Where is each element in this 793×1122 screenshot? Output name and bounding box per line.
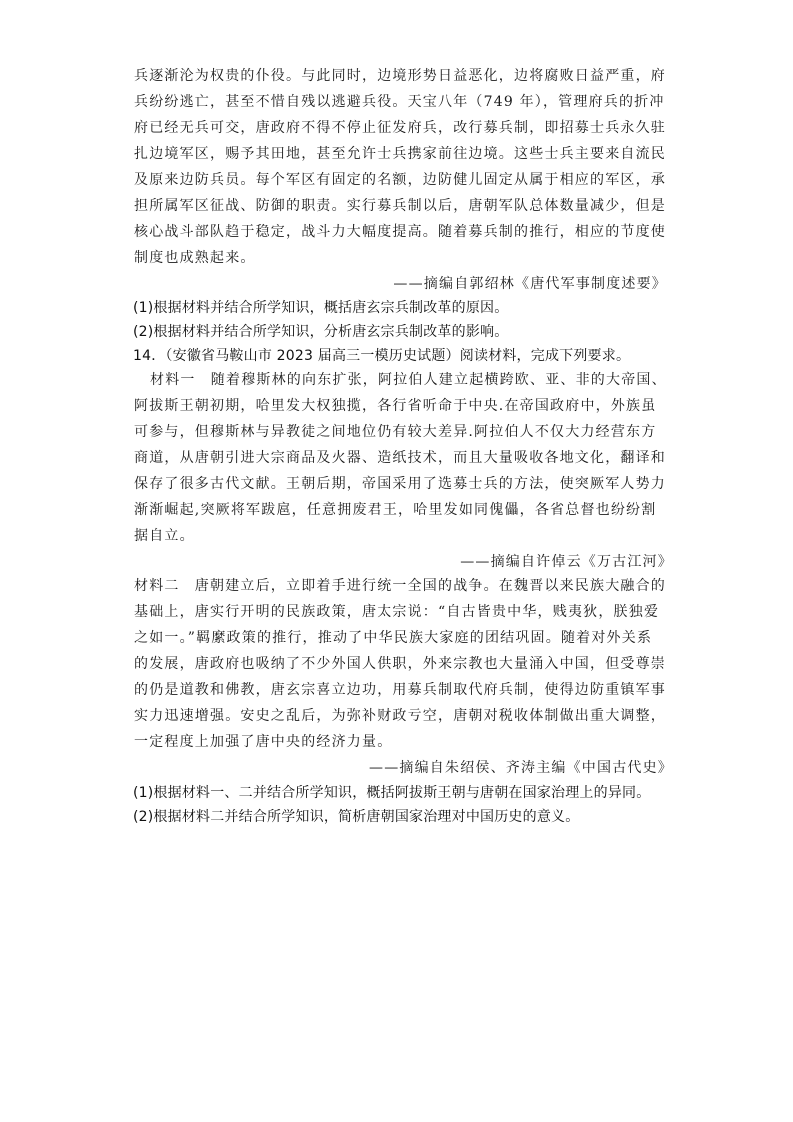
passage1-source: ——摘编自郭绍林《唐代军事制度述要》 — [393, 276, 667, 292]
passage1-line-5: 及原来边防兵员。每个军区有固定的名额，边防健儿固定从属于相应的军区，承 — [134, 172, 666, 188]
passage1-line-7: 核心战斗部队趋于稳定，战斗力大幅度提高。随着募兵制的推行，相应的节度使 — [134, 224, 666, 240]
material1-line-5: 保存了很多古代文献。王朝后期，帝国采用了选募士兵的方法，使突厥军人势力 — [134, 476, 666, 492]
material1-line-6: 渐渐崛起,突厥将军跋扈，任意拥废君王，哈里发如同傀儡，各省总督也纷纷割 — [134, 502, 657, 518]
material1-line-3: 可参与，但穆斯林与异教徒之间地位仍有较大差异.阿拉伯人不仅大力经营东方 — [134, 424, 657, 440]
passage1-line-2: 兵纷纷逃亡，甚至不惜自残以逃避兵役。天宝八年（749 年），管理府兵的折冲 — [134, 94, 665, 110]
material2-line-3: 之如一。”羁縻政策的推行，推动了中华民族大家庭的团结巩固。随着对外关系 — [134, 630, 653, 646]
passage1-line-3: 府已经无兵可交，唐政府不得不停止征发府兵，改行募兵制，即招募士兵永久驻 — [134, 120, 666, 136]
material2-line-1: 材料二 唐朝建立后，立即着手进行统一全国的战争。在魏晋以来民族大融合的 — [134, 578, 666, 594]
question-13-2: (2)根据材料并结合所学知识，分析唐玄宗兵制改革的影响。 — [133, 324, 509, 340]
question-13-1: (1)根据材料并结合所学知识，概括唐玄宗兵制改革的原因。 — [133, 300, 509, 316]
material2-line-6: 实力迅速增强。安史之乱后，为弥补财政亏空，唐朝对税收体制做出重大调整， — [134, 708, 666, 724]
passage1-line-1: 兵逐渐沦为权贵的仆役。与此同时，边境形势日益恶化，边将腐败日益严重，府 — [134, 68, 666, 84]
material2-source: ——摘编自朱绍侯、齐涛主编《中国古代史》 — [369, 760, 673, 776]
material2-line-7: 一定程度上加强了唐中央的经济力量。 — [134, 734, 393, 750]
material2-line-4: 的发展，唐政府也吸纳了不少外国人供职，外来宗教也大量涌入中国，但受尊崇 — [134, 656, 666, 672]
material1-line-2: 阿拔斯王朝初期，哈里发大权独揽，各行省听命于中央.在帝国政府中，外族虽 — [134, 398, 657, 414]
material1-line-4: 商道，从唐朝引进大宗商品及火器、造纸技术，而且大量吸收各地文化，翻译和 — [134, 450, 666, 466]
material2-line-2: 基础上，唐实行开明的民族政策，唐太宗说：“自古皆贵中华，贱夷狄，朕独爱 — [134, 604, 660, 620]
passage1-line-6: 担所属军区征战、防御的职责。实行募兵制以后，唐朝军队总体数量减少，但是 — [134, 198, 666, 214]
material1-source: ——摘编自许倬云《万古江河》 — [460, 554, 673, 570]
material2-line-5: 的仍是道教和佛教，唐玄宗喜立边功，用募兵制取代府兵制，使得边防重镇军事 — [134, 682, 666, 698]
material1-line-1: 材料一 随着穆斯林的向东扩张，阿拉伯人建立起横跨欧、亚、非的大帝国、 — [150, 372, 667, 388]
passage1-line-8: 制度也成熟起来。 — [134, 250, 256, 266]
material1-line-7: 据自立。 — [134, 528, 195, 544]
question-14-1: (1)根据材料一、二并结合所学知识，概括阿拔斯王朝与唐朝在国家治理上的异同。 — [133, 785, 651, 801]
passage1-line-4: 扎边境军区，赐予其田地，甚至允许士兵携家前往边境。这些士兵主要来自流民 — [134, 146, 666, 162]
question-14-2: (2)根据材料二并结合所学知识，简析唐朝国家治理对中国历史的意义。 — [133, 809, 580, 825]
question-14-heading: 14．（安徽省马鞍山市 2023 届高三一模历史试题）阅读材料，完成下列要求。 — [133, 348, 631, 364]
